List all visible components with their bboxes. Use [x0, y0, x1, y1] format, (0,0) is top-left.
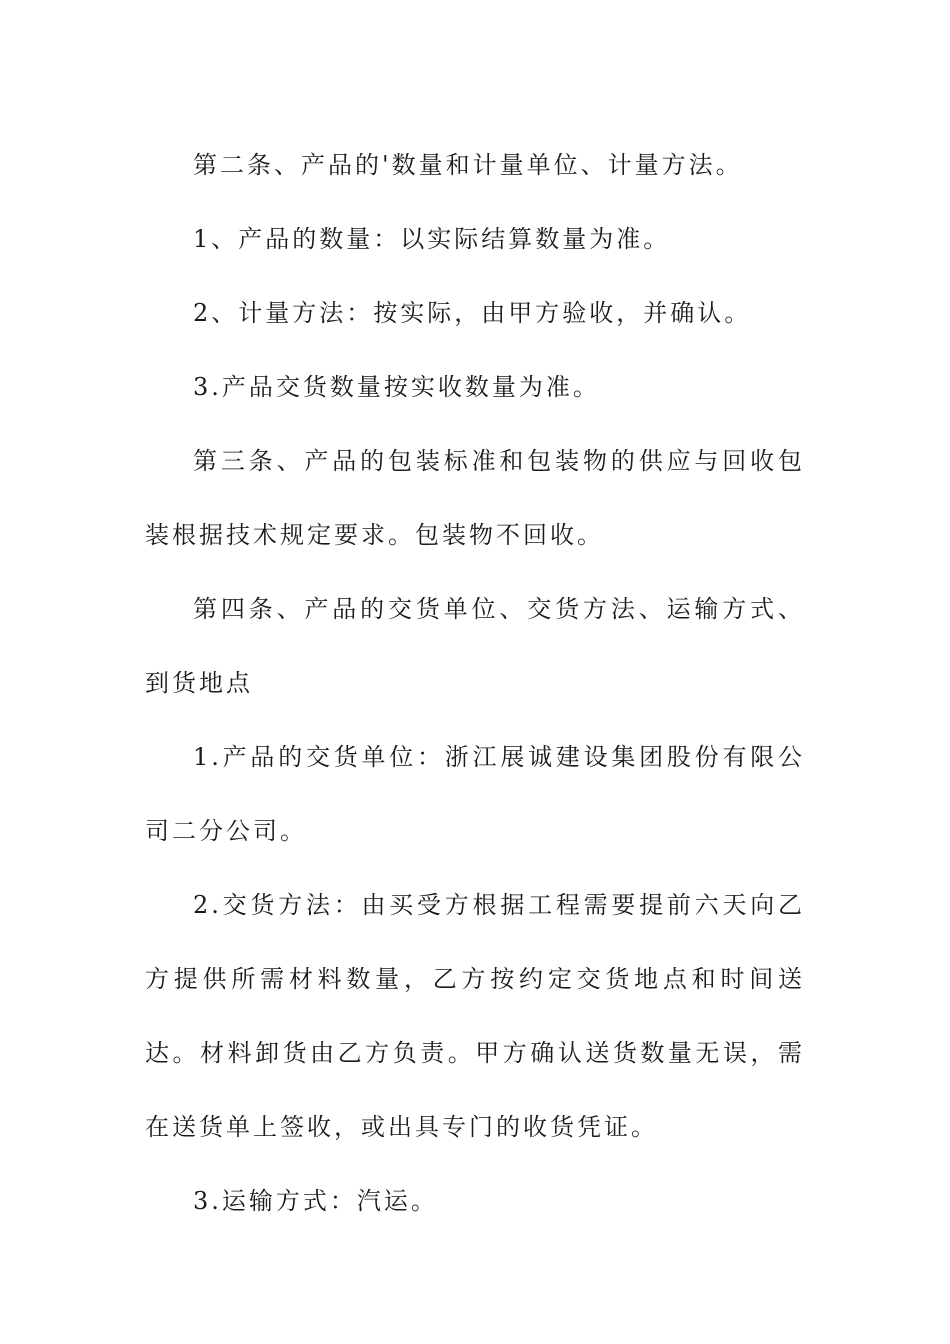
paragraph-quantity: 1、产品的数量：以实际结算数量为准。	[193, 225, 671, 253]
paragraph-delivery-unit: 1.产品的交货单位：浙江展诚建设集团股份有限公司二分公司。	[145, 743, 805, 845]
paragraph-measurement-method: 2、计量方法：按实际，由甲方验收，并确认。	[193, 299, 752, 327]
paragraph-article-3-packaging: 第三条、产品的包装标准和包装物的供应与回收包装根据技术规定要求。包装物不回收。	[145, 447, 805, 549]
document-body	[145, 128, 805, 1238]
paragraph-transport-mode: 3.运输方式：汽运。	[193, 1187, 438, 1215]
paragraph-article-4-heading: 第四条、产品的交货单位、交货方法、运输方式、到货地点	[145, 595, 805, 697]
paragraph-article-2-heading: 第二条、产品的'数量和计量单位、计量方法。	[193, 151, 743, 179]
paragraph-delivery-quantity: 3.产品交货数量按实收数量为准。	[193, 373, 600, 401]
paragraph-delivery-method: 2.交货方法：由买受方根据工程需要提前六天向乙方提供所需材料数量，乙方按约定交货地点和时间送达。材料卸货由乙方负责。甲方确认送货数量无误，需在送货单上签收，或出具专门的收货凭证。	[145, 891, 805, 1141]
